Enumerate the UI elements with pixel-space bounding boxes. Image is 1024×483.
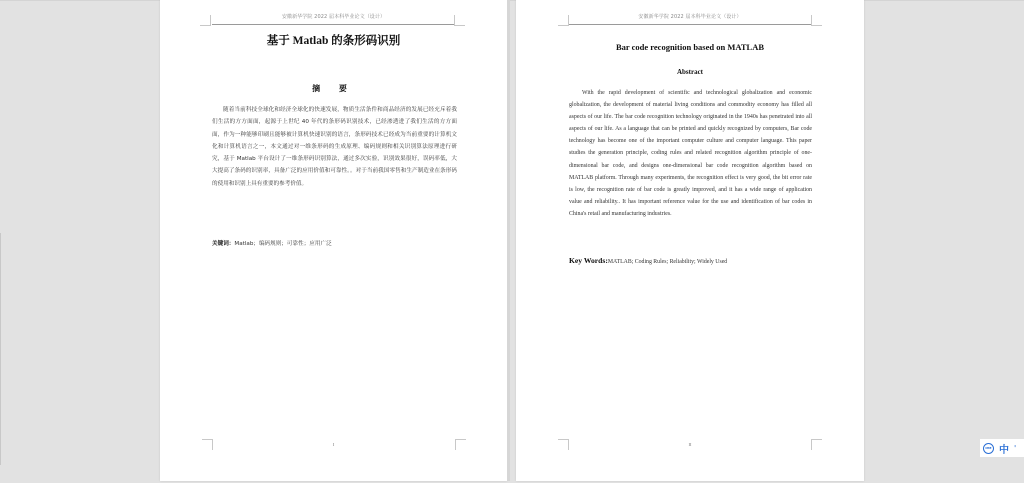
ime-logo-icon[interactable]: IME <box>983 443 994 454</box>
keywords-label-en: Key Words: <box>569 256 608 265</box>
abstract-heading: 摘 要 <box>312 84 355 93</box>
ime-indicator[interactable] <box>980 439 1024 457</box>
header-rule <box>212 24 454 25</box>
page-edge <box>507 0 510 481</box>
running-header: 安徽新华学院 2022 届本科毕业论文（设计） <box>281 14 386 20</box>
viewer-top-shade <box>0 0 1024 1</box>
keywords-line-en <box>569 256 727 265</box>
abstract-body: 随着当前科技全球化和经济全球化的快速发展，物质生活条件和商品经济的发展已经充斥着我们生活的方方面面，起源于上世纪 40 年代的条形码识别技术，已经渗透进了我们生活的方方面面，作为一种能够印刷且能够被计算机快速识别的语言，条形码技术已经成为当前重要的计算机文化和计算机语言之一，本文通过对一维条形码的生成原理、编码规则和相关识别算法原理进行研究，基于 Matlab 平台设计了一维条形码识别算法，通过多次实验，识别效果很好，误码率低，大大提高了条码的识别率，具备广泛的应用价值和可靠性。。对于当前我国零售和生产制造业在条形码的使用和识别上具有重要的参考价值。 <box>212 107 457 187</box>
thesis-title: 基于 Matlab 的条形码识别 <box>266 35 401 47</box>
running-header: 安徽新华学院 2022 届本科毕业论文（设计） <box>638 14 742 20</box>
header-rule <box>568 24 811 25</box>
ime-punctuation-toggle[interactable]: ' <box>1014 443 1017 453</box>
keywords-value-en: MATLAB; Coding Rules; Reliability; Widely Used <box>607 259 728 265</box>
margin-corner-mark <box>811 15 822 26</box>
document-page-1 <box>160 0 507 481</box>
keywords-label: 关键词： <box>212 241 235 247</box>
abstract-body-en: With the rapid development of scientific and technological globalization and economic globalization, the development of material living conditions and commodity economy has filled all aspects of our life. The bar code recognition technology originated in the 1940s has penetrated into all aspects of our life. As a language that can be printed and quickly recognized by computers, Bar code technology has become one of the important computer culture and computer language. This paper studies the generation principle, coding rules and related recognition algorithm principle of one-dimensional bar code, and designs one-dimensional bar code recognition algorithm based on MATLAB platform. Through many experiments, the recognition effect is very good, the bit error rate is low, the recognition rate of bar code is greatly improved, and it has a wide range of application value and reliability.. It has important reference value for the use and identification of bar codes in China's retail and manufacturing industries. <box>569 90 812 217</box>
keywords-line <box>212 239 332 247</box>
left-scroll-edge <box>0 233 1 465</box>
ime-language-toggle[interactable]: 中 <box>999 444 1009 456</box>
page-number: I <box>332 442 335 447</box>
margin-corner-mark <box>558 15 569 26</box>
page-number: II <box>688 442 692 447</box>
abstract-heading-en: Abstract <box>676 68 704 76</box>
margin-corner-mark <box>454 15 465 26</box>
document-page-2 <box>516 0 864 481</box>
thesis-title-en: Bar code recognition based on MATLAB <box>615 42 765 52</box>
margin-corner-mark <box>200 15 211 26</box>
keywords-value: Matlab；编码规则；可靠性；应用广泛 <box>234 241 332 247</box>
